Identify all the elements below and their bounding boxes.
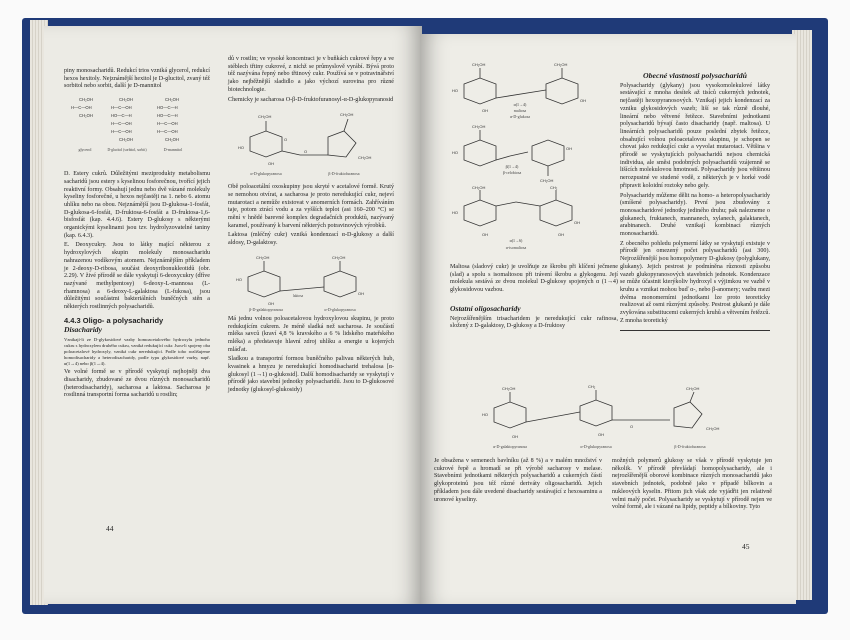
- paragraph-sucrose-properties: Obě poloacetální oxoskupiny jsou skryté v acetalové formě. Krutý se nemohou otvírat, a sacharosa je proto neredukující cukr, nejeví mutarotaci a nemůže existovat v anomerních formách. Zahříváním taje, potom ztrácí vodu a za vyšších teplot (asi 160–200 °C) se mění v hnědé barevné komplex degradačních produktů, nazývaný karamel, používaný k barvení některých potravinových výrobků.: [228, 184, 394, 229]
- paragraph-esters: D. Estery cukrů. Důležitými meziprodukty metabolismu sacharidů jsou estery s kyselinou fosforečnou, tvořící jejich reaktivní formy. Obsahují jednu nebo dvě vázané molekuly kyseliny fosforečné, u hexos nejčastěji na 1. nebo 6. atomu uhlíku nebo na obou. Nejznámější jsou D-glukosa-1-fosfát, D-glukosa-6-fosfát, D-fruktosa-6-fosfát a D-fruktosa-1,6-bisfosfát (kap. 4.4.6). Estery D-glukosy s některými organickými kyselinami jsou tzv. hydrolyzovatelné taniny (kap. 6.4.3).: [64, 171, 210, 239]
- svg-text:CH₂OH: CH₂OH: [340, 112, 354, 118]
- svg-text:CH₂OH: CH₂OH: [358, 155, 372, 161]
- sucrose-structure: [228, 107, 394, 181]
- left-column-2: [228, 56, 394, 397]
- svg-text:OH: OH: [558, 232, 564, 237]
- isomaltose-name: α-isomaltosa: [505, 245, 527, 250]
- paragraph-polymers: možných polymerů glukosy se však v přírodě vyskytuje jen několik. V přírodě převládají homopolysacharidy, ale i nejrozšířenější oborové kombinace různých monosacharidů jako stavebních jednotek, podobně jako v případě bílkovin a nukleových kyselin. Přitom jich však zde vyjádřit jen relativně velmi malý počet. Polysacharidy se vyskytují v přírodě nejen ve volné formě, ale i vázané na lipidy, peptidy a bílkoviny. Tyto: [612, 458, 772, 511]
- polyols-intro: piny monosacharidů. Redukcí trios vzniká glycerol, redukcí hexos hexitoly. Nejznámější hexitol je D-glucitol, zvaný též sorbitol nebo sorbit, další je D-mannitol: [64, 68, 210, 90]
- cellobiose-formula: [450, 122, 618, 184]
- svg-text:HO—C—H: HO—C—H: [111, 113, 132, 119]
- svg-text:OH: OH: [358, 290, 364, 296]
- lactose-structure: [228, 251, 394, 313]
- svg-text:CH₂OH: CH₂OH: [79, 97, 93, 103]
- svg-text:CH₂OH: CH₂OH: [165, 137, 179, 143]
- subheading-disaccharides: Disacharidy: [64, 325, 102, 335]
- svg-text:HO: HO: [482, 412, 488, 417]
- page-number-left: 44: [106, 524, 114, 533]
- page-number-right: 45: [742, 542, 750, 551]
- svg-text:CH₂: CH₂: [550, 185, 558, 190]
- lactose-caption-1: β-D-galaktopyranosa: [249, 306, 283, 312]
- polyol-caption-2: D-glucitol (sorbitol, sorbit): [107, 148, 147, 153]
- paragraph-raffinose: Nejrozšířenějším trisacharidem je neredukující cukr rafinosa, složený z D-galaktosy, D-glukosy a D-fruktosy: [450, 315, 618, 330]
- svg-text:O: O: [630, 424, 634, 429]
- svg-text:CH₂OH: CH₂OH: [165, 97, 179, 103]
- svg-text:OH: OH: [482, 232, 488, 237]
- svg-text:H—C—OH: H—C—OH: [111, 129, 132, 135]
- polyol-formulas: [67, 95, 207, 153]
- svg-text:CH₂OH: CH₂OH: [554, 62, 568, 67]
- svg-text:CH₂OH: CH₂OH: [502, 386, 516, 391]
- svg-text:H—C—OH: H—C—OH: [157, 121, 178, 127]
- svg-text:CH₂OH: CH₂OH: [332, 254, 346, 260]
- paragraph-deoxysugars: E. Deoxycukry. Jsou to látky mající některou z hydroxylových skupin molekuly monosacharidu nahrazenou vodíkovým atomem. Nejznámějším příkladem je 2-deoxy-D-ribosa, součást deoxyribonukleotidů (obr. 2.29). V živé přírodě se dále vyskytují 6-deoxycukry (dříve nazývané methylpentosy) 6-deoxy-L-mannosa (L-rhamnosa) a 6-deoxy-L-galaktosa (L-fukosa), jsou důležitými součástmi bakteriálních buněčných stěn a některých rostlinných polysacharidů.: [64, 242, 210, 311]
- raffinose-caption-3: β-D-fruktofuranosa: [674, 444, 706, 449]
- sucrose-formula: [228, 107, 394, 181]
- maltose-bond: α(1→4): [513, 102, 527, 107]
- lactose-caption-2: α-D-glukopyranosa: [324, 306, 356, 312]
- raffinose-caption-1: α-D-galaktopyranosa: [493, 444, 527, 449]
- paragraph-polysaccharides: Polysacharidy (glykany) jsou vysokomolekulové látky sestávající z mnoha desítek až tisíců cukerných jednotek, nejčastěji hexopyranosových. Vznikají jejich kondenzací za vzniku glykosidových vazeb; liší se tak různě dlouhé, lineární nebo větvené řetězce. Stavebními jednotkami polysacharidů bývají často disacharidy (např. maltosa). U lineárních polysacharidů pouze poslední zbytek řetězce, obsahující volnou poloacetalovou skupinu, je schopen se chovat jako redukující cukr a vyvolat mutarotaci. Většina v přírodě se vyskytujících polysacharidů nejsou chemická individua, ale směsi podobných polysacharidů vzájemně se lišících molekulovou hmotností. Polysacharidy jsou většinou nerozpustné ve studené vodě, z některých je v horké vodě připravit koloidní roztoky nebo gely.: [620, 82, 770, 189]
- svg-text:CH₂OH: CH₂OH: [258, 114, 272, 120]
- maltose-structure: [450, 58, 618, 122]
- svg-text:HO: HO: [236, 276, 242, 282]
- svg-text:H—C—OH: H—C—OH: [111, 105, 132, 111]
- svg-text:CH₂OH: CH₂OH: [686, 386, 700, 391]
- svg-text:OH: OH: [268, 300, 274, 306]
- svg-text:CH₂OH: CH₂OH: [472, 62, 486, 67]
- svg-text:CH₂OH: CH₂OH: [79, 113, 93, 119]
- raffinose-formula: [480, 384, 780, 454]
- polyol-caption-3: D-mannitol: [163, 147, 183, 153]
- svg-text:OH: OH: [482, 108, 488, 113]
- lactose-formula: [228, 251, 394, 313]
- right-column-2: [620, 70, 770, 335]
- paragraph-raffinose-occurrence: Je obsažena v semenech bavlníku (až 8 %) a v malém množství v cukrové řepě a hromadí se při výrobě sacharosy v melase. Stavebními jednotkami některých polysacharidů a cukerných částí glykoproteinů jsou též různé deriváty oligosacharidů. Jejich příkladem jsou dále uvedené disacharidy sestávající z hexosaminu a uronové kyseliny.: [434, 458, 602, 503]
- svg-text:OH: OH: [512, 434, 518, 439]
- paragraph-trehalose: Sladkou a transportní formou buněčného palivau některých hub, kvasinek a hmyzu je neredukující homodisacharid trehalosa [α-glukosyl (1→1) α-glukosid]. Další homodisacharidy se vyskytují v přírodě jako stavební jednotky polysacharidů. Jsou to D-glukosové jednotky (glukosyl-glukosidy): [228, 356, 394, 394]
- heading-polysaccharide-properties: Obecné vlastnosti polysacharidů: [643, 71, 747, 80]
- svg-text:CH₂OH: CH₂OH: [706, 426, 720, 431]
- paragraph-maltose: Maltosa (sladový cukr) je uvolňuje ze škrobu při klíčení ječmene (slad) a spolu s isomaltosou při trávení škrobu a glykogenu. Její molekula sestává ze dvou molekul D-glukosy spojených α (1→4) glykosidovou vazbou.: [450, 264, 618, 294]
- svg-text:H—C—OH: H—C—OH: [71, 105, 92, 111]
- subheading-oligosaccharides: Ostatní oligosacharidy: [450, 303, 521, 313]
- maltose-formula: [450, 58, 618, 122]
- svg-text:OH: OH: [598, 432, 604, 437]
- svg-text:O: O: [304, 149, 308, 155]
- cellobiose-name: β-celobiosa: [502, 170, 522, 175]
- paragraph-lactose: Laktosa (mléčný cukr) vzniká kondenzací α-D-glukosy a další aldosy, D-galaktosy.: [228, 232, 394, 247]
- isomaltose-bond: α(1→6): [509, 238, 523, 243]
- section-heading: 4.4.3 Oligo- a polysacharidy: [64, 315, 164, 325]
- right-page: [420, 34, 796, 604]
- right-column-2-bottom: [612, 458, 772, 514]
- svg-text:HO: HO: [452, 210, 458, 215]
- svg-text:HO—C—H: HO—C—H: [157, 113, 178, 119]
- svg-text:OH: OH: [580, 98, 586, 103]
- svg-text:H—C—OH: H—C—OH: [111, 121, 132, 127]
- sucrose-caption-1: α-D-glukopyranosa: [250, 171, 282, 177]
- right-column-1-bottom: [434, 458, 602, 506]
- maltose-sub: α-D-glukosa: [509, 114, 531, 119]
- left-page: [44, 26, 422, 604]
- cellobiose-structure: [450, 122, 618, 184]
- svg-text:OH: OH: [268, 161, 274, 167]
- cellobiose-bond: β(1→4): [505, 164, 519, 169]
- left-column-1: [64, 68, 210, 402]
- svg-text:OH: OH: [574, 220, 580, 225]
- polyol-structures: [64, 95, 210, 153]
- paragraph-disaccharides: Ve volné formě se v přírodě vyskytují nejhojněji dva disacharidy, zbudované ze dvou různých monosacharidů (heterodisacharidy), sacharosa a laktosa. Sacharosa je rostlinná transportní forma sacharidů u rostlin;: [64, 369, 210, 399]
- paragraph-glucans: Z obecného pohledu polymerní látky se vyskytují existuje v přírodě jen omezený počet polysacharidů (asi 300). Nejrozšířenější jsou homopolymery D-glukosy (polyglukany, glukany). Jejich pestrost je podmíněna různosti způsobu vazeb glukopyranosových stavebních jednotek. Kondenzace se může účastnit kterýkoliv hydroxyl s výjimkou ve vazbě v kruhu a vznikat mohou buď α-, nebo β-anomery; vazbu mezi dvěma monomerními jednotkami lze proto teoreticky realizovat až osmi různými způsoby. Pestrost glukanů je dále zvyšována substitucemi cukerných kruhů a větvením řetězců. Z mnoha teoretický: [620, 240, 770, 324]
- svg-text:H—C—OH: H—C—OH: [157, 129, 178, 135]
- svg-text:CH₂OH: CH₂OH: [540, 178, 554, 183]
- svg-text:OH: OH: [566, 146, 572, 151]
- raffinose-caption-2: α-D-glukopyranosa: [580, 444, 612, 449]
- svg-text:CH₂OH: CH₂OH: [256, 254, 270, 260]
- svg-text:HO: HO: [238, 145, 244, 151]
- raffinose-structure: [480, 384, 780, 454]
- maltose-name: maltosa: [513, 108, 527, 113]
- svg-text:HO—C—H: HO—C—H: [157, 105, 178, 111]
- svg-text:CH₂OH: CH₂OH: [472, 124, 486, 129]
- svg-text:CH₂: CH₂: [588, 384, 596, 389]
- svg-text:CH₂OH: CH₂OH: [119, 137, 133, 143]
- svg-text:CH₂OH: CH₂OH: [119, 97, 133, 103]
- polyol-caption-1: glycerol: [78, 147, 92, 153]
- paragraph-sucrose: dů v rostlin; ve vysoké koncentraci je v buňkách cukrové řepy a ve stéblech třtiny cukrové, z nichž se průmyslově vyrábí. Bývá proto též nazývána řepný nebo třtinový cukr. Používá se v potravinářství jako nejběžnější sladidlo a jako výchozí surovina pro různé biotechnologie.: [228, 56, 394, 93]
- svg-text:O: O: [284, 137, 288, 143]
- svg-text:CH₂OH: CH₂OH: [472, 185, 486, 190]
- paragraph-homo-hetero: Polysacharidy můžeme dělit na homo- a heteropolysacharidy (smíšené polysacharidy). První jsou zbudovány z monosacharidové jednotky jediného druhu; pak nalezneme o glukanech, fruktanech, mannanech, xylanech, galaktanech, arabinanech. Druhé vznikají kombinací různých monosacharidů.: [620, 192, 770, 238]
- isomaltose-structure: [450, 184, 618, 256]
- svg-text:HO: HO: [452, 88, 458, 93]
- column-divider: [620, 330, 770, 331]
- small-print-paragraph: Vznikají-li ze D-glykosidové vazby homoacetalového hydroxylu jednoho cukru s hydroxylem druhého cukru, vzniká redukující cukr. Jsou-li spojeny oba poloacetalové hydroxyly, vzniká cukr neredukující. Podle toho rozlišujeme homodisacharidy a heterodisacharidy, podle typu glykosidové vazby, např. α(1→4) nebo β(1→4).: [64, 337, 210, 367]
- lactose-bond-label: laktosa: [292, 293, 304, 298]
- isomaltose-formula: [450, 184, 618, 256]
- sucrose-caption-2: β-D-fruktofuranosa: [328, 171, 360, 177]
- svg-text:HO: HO: [452, 150, 458, 155]
- right-column-1: [450, 58, 618, 333]
- sucrose-chemical-name: Chemicky je sacharosa O-β-D-fruktofuranosyl-α-D-glukopyranosid: [228, 96, 394, 103]
- paragraph-lactose-properties: Má jednu volnou poloacetalovou hydroxylovou skupinu, je proto redukujícím cukrem. Je méně sladká než sacharosa. Je součástí mléka savců (kraví 4,8 % kravského a 6 % lidského mateřského mléka) a představuje hlavní zdroj uhlíku a energie u kojených mláďat.: [228, 315, 394, 353]
